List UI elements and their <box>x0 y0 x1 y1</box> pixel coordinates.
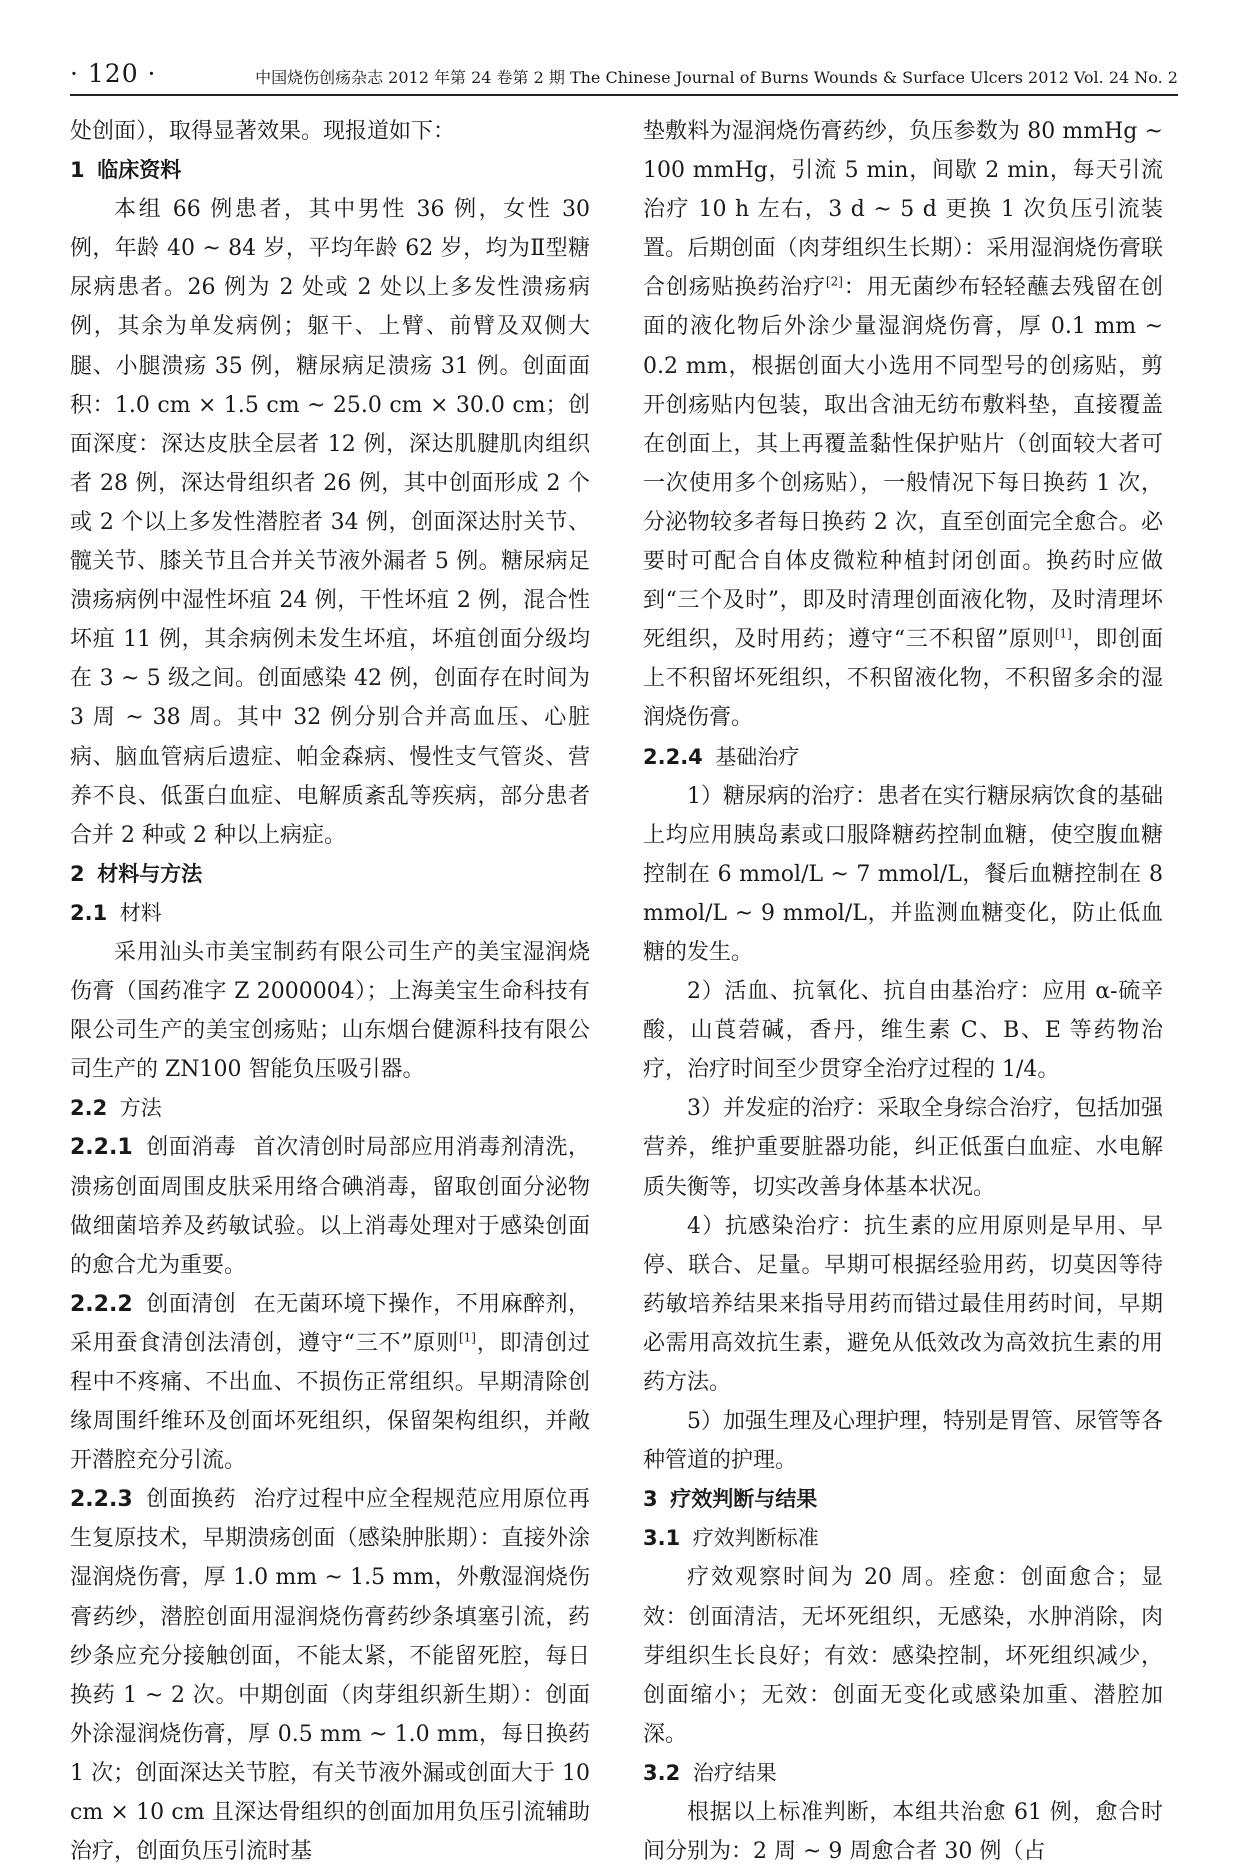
subsection-number: 3.1 <box>643 1526 681 1551</box>
subsection-number: 2.2.1 <box>70 1135 133 1161</box>
running-header <box>70 52 1178 96</box>
section-number: 3 <box>643 1487 658 1512</box>
subsection-title: 材料 <box>119 900 162 925</box>
subsection-heading-3-2 <box>643 1754 1163 1793</box>
running-head-title: 中国烧伤创疡杂志 2012 年第 24 卷第 2 期 The Chinese Journal of Burns Wounds & Surface Ulcers 2012 Vol. 24 No. 2 <box>255 68 1178 87</box>
subsection-number: 2.2.3 <box>70 1487 133 1513</box>
section-title: 临床资料 <box>97 158 182 183</box>
right-column <box>643 112 1163 1871</box>
paragraph-text: 垫敷料为湿润烧伤膏药纱，负压参数为 80 mmHg ~ 100 mmHg，引流 5 min，间歇 2 min，每天引流治疗 10 h 左右，3 d ~ 5 d 更换 1 次负压引流装置。后期创面（肉芽组织生长期）：采用湿润烧伤膏联合创疡贴换药治疗 <box>643 119 1163 301</box>
subsection-number: 2.1 <box>70 900 108 925</box>
subsection-title: 疗效判断标准 <box>692 1526 819 1551</box>
paragraph-text: 治疗过程中应全程规范应用原位再生复原技术，早期溃疡创面（感染肿胀期）：直接外涂湿润烧伤膏，厚 1.0 mm ~ 1.5 mm，外敷湿润烧伤膏药纱，潜腔创面用湿润烧伤膏药纱条填塞引流，药纱条应充分接触创面，不能太紧，不能留死腔，每日换药 1 ~ 2 次。中期创面（肉芽组织新生期）：创面外涂湿润烧伤膏，厚 0.5 mm ~ 1.0 mm，每日换药 1 次；创面深达关节腔，有关节液外漏或创面大于 10 cm × 10 cm 且深达骨组织的创面加用负压引流辅助治疗，创面负压引流时基 <box>70 1487 590 1865</box>
page-number: · 120 · <box>70 59 157 88</box>
section-number: 1 <box>70 158 85 183</box>
subsection-number: 2.2 <box>70 1096 108 1121</box>
section-heading-2 <box>70 855 590 894</box>
paragraph-intro-end: 处创面），取得显著效果。现报道如下： <box>70 119 456 144</box>
subsection-title: 创面换药 <box>145 1487 237 1513</box>
subsection-heading-2-2 <box>70 1089 590 1128</box>
paragraph-materials: 采用汕头市美宝制药有限公司生产的美宝湿润烧伤膏（国药准字 Z 2000004）；上海美宝生命科技有限公司生产的美宝创疡贴；山东烟台健源科技有限公司生产的 ZN100 智能负压吸引器。 <box>70 939 590 1083</box>
left-column <box>70 112 590 1871</box>
paragraph-results: 根据以上标准判断，本组共治愈 61 例，愈合时间分别为：2 周 ~ 9 周愈合者 30 例（占 <box>643 1800 1163 1865</box>
list-item: 2）活血、抗氧化、抗自由基治疗：应用 α-硫辛酸，山莨菪碱，香丹，维生素 C、B、E 等药物治疗，治疗时间至少贯穿全治疗过程的 1/4。 <box>643 979 1163 1083</box>
list-item: 5）加强生理及心理护理，特别是胃管、尿管等各种管道的护理。 <box>643 1409 1163 1474</box>
citation-ref: [2] <box>825 275 843 290</box>
paragraph-continued <box>643 112 1163 738</box>
paragraph-criteria: 疗效观察时间为 20 周。痊愈：创面愈合；显效：创面清洁，无坏死组织，无感染，水肿消除，肉芽组织生长良好；有效：感染控制，坏死组织减少，创面缩小；无效：创面无变化或感染加重、潜腔加深。 <box>643 1565 1163 1747</box>
section-title: 材料与方法 <box>97 861 203 886</box>
paragraph-text: 首次清创时局部应用消毒剂清洗，溃疡创面周围皮肤采用络合碘消毒，留取创面分泌物做细菌培养及药敏试验。以上消毒处理对于感染创面的愈合尤为重要。 <box>70 1135 590 1278</box>
subsection-number: 2.2.2 <box>70 1291 133 1317</box>
subsection-title: 创面消毒 <box>145 1135 237 1161</box>
section-heading-1 <box>70 151 590 190</box>
paragraph-clinical-data: 本组 66 例患者，其中男性 36 例，女性 30 例，年龄 40 ~ 84 岁，平均年龄 62 岁，均为Ⅱ型糖尿病患者。26 例为 2 处或 2 处以上多发性溃疡病例，其余为单发病例；躯干、上臂、前臂及双侧大腿、小腿溃疡 35 例，糖尿病足溃疡 31 例。创面面积：1.0 cm × 1.5 cm ~ 25.0 cm × 30.0 cm；创面深度：深达皮肤全层者 12 例，深达肌腱肌肉组织者 28 例，深达骨组织者 26 例，其中创面形成 2 个或 2 个以上多发性潜腔者 34 例，创面深达肘关节、髋关节、膝关节且合并关节液外漏者 5 例。糖尿病足溃疡病例中湿性坏疽 24 例，干性坏疽 2 例，混合性坏疽 11 例，其余病例未发生坏疽，坏疽创面分级均在 3 ~ 5 级之间。创面感染 42 例，创面存在时间为 3 周 ~ 38 周。其中 32 例分别合并高血压、心脏病、脑血管病后遗症、帕金森病、慢性支气管炎、营养不良、低蛋白血症、电解质紊乱等疾病，部分患者合并 2 种或 2 种以上病症。 <box>70 197 590 848</box>
subsection-heading-2-2-4 <box>643 738 1163 777</box>
paragraph-text: ，即清创过程中不疼痛、不出血、不损伤正常组织。早期清除创缘周围纤维环及创面坏死组织，保留架构组织，并敞开潜腔充分引流。 <box>70 1330 590 1474</box>
paragraph-text: ，即创面上不积留坏死组织，不积留液化物，不积留多余的湿润烧伤膏。 <box>643 627 1163 731</box>
section-heading-3 <box>643 1480 1163 1519</box>
subsection-title: 创面清创 <box>145 1291 237 1317</box>
subsection-title: 基础治疗 <box>715 744 800 769</box>
paragraph-2-2-1 <box>70 1128 590 1284</box>
list-item: 4）抗感染治疗：抗生素的应用原则是早用、早停、联合、足量。早期可根据经验用药，切莫因等待药敏培养结果来指导用药而错过最佳用药时间，早期必需用高效抗生素，避免从低效改为高效抗生素的用药方法。 <box>643 1213 1163 1395</box>
citation-ref: [1] <box>458 1330 476 1345</box>
list-item: 3）并发症的治疗：采取全身综合治疗，包括加强营养，维护重要脏器功能，纠正低蛋白血症、水电解质失衡等，切实改善身体基本状况。 <box>643 1096 1163 1200</box>
paragraph-2-2-3 <box>70 1480 590 1871</box>
subsection-title: 治疗结果 <box>692 1760 777 1785</box>
list-item: 1）糖尿病的治疗：患者在实行糖尿病饮食的基础上均应用胰岛素或口服降糖药控制血糖，使空腹血糖控制在 6 mmol/L ~ 7 mmol/L，餐后血糖控制在 8 mmol/L ~ 9 mmol/L，并监测血糖变化，防止低血糖的发生。 <box>643 783 1163 965</box>
subsection-number: 2.2.4 <box>643 744 703 769</box>
citation-ref: [1] <box>1054 626 1072 641</box>
subsection-title: 方法 <box>119 1096 162 1121</box>
subsection-number: 3.2 <box>643 1760 681 1785</box>
section-title: 疗效判断与结果 <box>670 1487 818 1512</box>
paragraph-2-2-2 <box>70 1285 590 1480</box>
subsection-heading-3-1 <box>643 1519 1163 1558</box>
paragraph-text: 在无菌环境下操作，不用麻醉剂，采用蚕食清创法清创，遵守“三不”原则 <box>70 1291 590 1356</box>
paragraph-text: ：用无菌纱布轻轻蘸去残留在创面的液化物后外涂少量湿润烧伤膏，厚 0.1 mm ~ 0.2 mm，根据创面大小选用不同型号的创疡贴，剪开创疡贴内包装，取出含油无纺布敷料垫，直接覆盖在创面上，其上再覆盖黏性保护贴片（创面较大者可一次使用多个创疡贴），一般情况下每日换药 1 次，分泌物较多者每日换药 2 次，直至创面完全愈合。必要时可配合自体皮微粒种植封闭创面。换药时应做到“三个及时”，即及时清理创面液化物，及时清理坏死组织，及时用药；遵守“三不积留”原则 <box>643 275 1163 653</box>
subsection-heading-2-1 <box>70 894 590 933</box>
section-number: 2 <box>70 861 85 886</box>
